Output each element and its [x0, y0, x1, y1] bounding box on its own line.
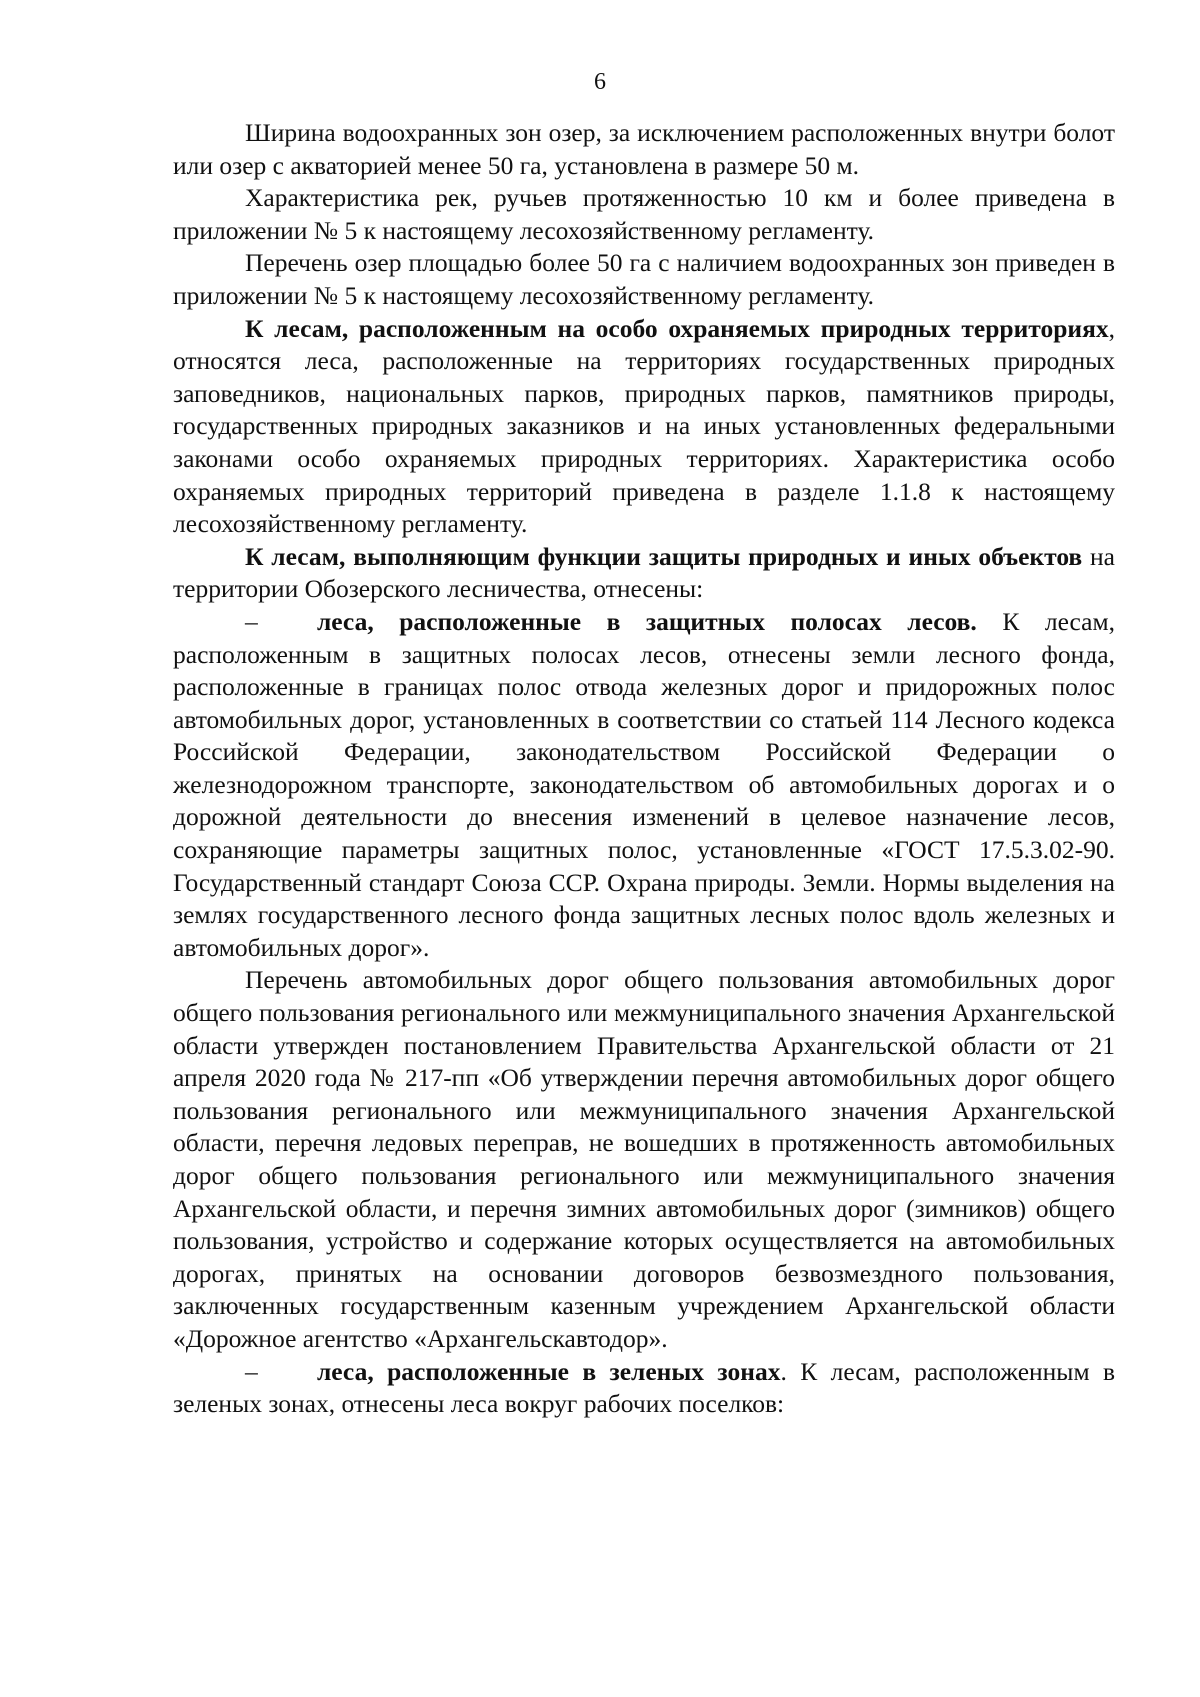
page-number: 6: [594, 69, 606, 95]
dash-marker: –: [245, 606, 258, 636]
paragraph-bold-lead: леса, расположенные в зеленых зонах: [317, 1356, 781, 1386]
paragraph-roads-list: [173, 964, 1115, 1355]
paragraph-text: Перечень озер площадью более 50 га с наличием водоохранных зон приведен в приложении № 5 к настоящему лесохозяйственному регламенту.: [173, 248, 1115, 310]
paragraph-water-zones-width: [173, 117, 1115, 182]
paragraph-lakes-list: [173, 247, 1115, 312]
paragraph-protected-territories: [173, 313, 1115, 541]
paragraph-text: на территории Обозерского лесничества, отнесены:: [173, 541, 1116, 604]
paragraph-rivers-characteristics: [173, 182, 1115, 247]
document-body: [173, 117, 1115, 1421]
list-item-green-zones: [173, 1356, 1115, 1421]
paragraph-bold-lead: К лесам, расположенным на особо охраняемых природных территориях: [245, 313, 1109, 343]
paragraph-protection-functions: [173, 541, 1115, 606]
paragraph-text: Перечень автомобильных дорог общего пользования автомобильных дорог общего пользования регионального или межмуниципального значения Архангельской области утвержден постановлением Правительства Архангельской области от 21 апреля 2020 года № 217-пп «Об утверждении перечня автомобильных дорог общего пользования регионального или межмуниципального значения Архангельской области, перечня ледовых переправ, не вошедших в протяженность автомобильных дорог общего пользования регионального или межмуниципального значения Архангельской области, и перечня зимних автомобильных дорог (зимников) общего пользования, устройство и содержание которых осуществляется на автомобильных дорогах, принятых на основании договоров безвозмездного пользования, заключенных государственным казенным учреждением Архангельской области «Дорожное агентство «Архангельскавтодор».: [173, 965, 1115, 1353]
paragraph-text: , относятся леса, расположенные на территориях государственных природных заповедников, национальных парков, природных парков, памятников природы, государственных природных заказников и на иных установленных федеральными законами особо охраняемых природных территориях. Характеристика особо охраняемых природных территорий приведена в разделе 1.1.8 к настоящему лесохозяйственному регламенту.: [173, 313, 1115, 539]
paragraph-bold-lead: леса, расположенные в защитных полосах лесов.: [317, 606, 977, 636]
paragraph-text: Характеристика рек, ручьев протяженностью 10 км и более приведена в приложении № 5 к настоящему лесохозяйственному регламенту.: [173, 183, 1115, 245]
paragraph-text: К лесам, расположенным в защитных полосах лесов, отнесены земли лесного фонда, расположенные в границах полос отвода железных дорог и придорожных полос автомобильных дорог, установленных в соответствии со статьей 114 Лесного кодекса Российской Федерации, законодательством Российской Федерации о железнодорожном транспорте, законодательством об автомобильных дорогах и о дорожной деятельности до внесения изменений в целевое назначение лесов, сохраняющие параметры защитных полос, установленные «ГОСТ 17.5.3.02-90. Государственный стандарт Союза ССР. Охрана природы. Земли. Нормы выделения на землях государственного лесного фонда защитных лесных полос вдоль железных и автомобильных дорог».: [173, 606, 1115, 962]
paragraph-bold-lead: К лесам, выполняющим функции защиты природных и иных объектов: [245, 541, 1083, 571]
dash-marker: –: [245, 1356, 258, 1386]
paragraph-text: Ширина водоохранных зон озер, за исключением расположенных внутри болот или озер с акваторией менее 50 га, установлена в размере 50 м.: [173, 118, 1115, 180]
paragraph-text: . К лесам, расположенным в зеленых зонах, отнесены леса вокруг рабочих поселков:: [173, 1356, 1116, 1419]
list-item-protective-strips: [173, 606, 1115, 965]
